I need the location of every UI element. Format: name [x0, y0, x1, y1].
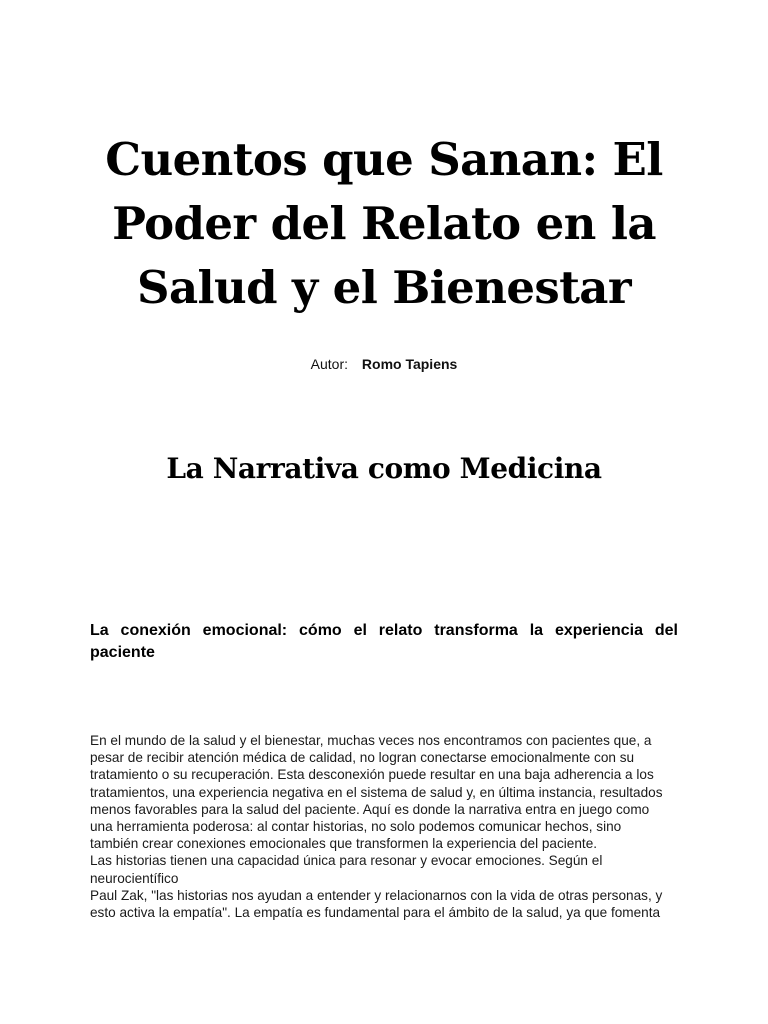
author-label: Autor: — [310, 356, 349, 372]
body-line: Las historias tienen una capacidad única para resonar y evocar emociones. Según el — [90, 853, 603, 869]
author-line — [0, 355, 768, 373]
section-title: La Narrativa como Medicina — [166, 452, 602, 485]
body-line: una herramienta poderosa: al contar historias, no solo podemos comunicar hechos, sino — [90, 819, 622, 835]
author-name: Romo Tapiens — [361, 356, 458, 372]
body-line: Paul Zak, "las historias nos ayudan a entender y relacionarnos con la vida de otras personas, y — [90, 887, 663, 903]
body-line: tratamientos, una experiencia negativa en el sistema de salud y, en última instancia, resultados — [90, 784, 663, 800]
body-line: neurocientífico — [90, 870, 179, 886]
body-paragraph — [90, 732, 680, 921]
body-line: esto activa la empatía". La empatía es fundamental para el ámbito de la salud, ya que fomenta — [90, 905, 661, 921]
document-title: Cuentos que Sanan: El Poder del Relato en la Salud y el Bienestar — [105, 133, 663, 314]
body-line: pesar de recibir atención médica de calidad, no logran conectarse emocionalmente con su — [90, 750, 635, 766]
body-line: menos favorables para la salud del paciente. Aquí es donde la narrativa entra en juego como — [90, 801, 650, 817]
body-line: En el mundo de la salud y el bienestar, muchas veces nos encontramos con pacientes que, a — [90, 733, 652, 748]
body-line: tratamiento o su recuperación. Esta desconexión puede resultar en una baja adherencia a los — [90, 767, 654, 783]
subsection-title: La conexión emocional: cómo el relato transforma la experiencia del paciente — [90, 622, 678, 661]
body-line: también crear conexiones emocionales que transformen la experiencia del paciente. — [90, 836, 598, 852]
